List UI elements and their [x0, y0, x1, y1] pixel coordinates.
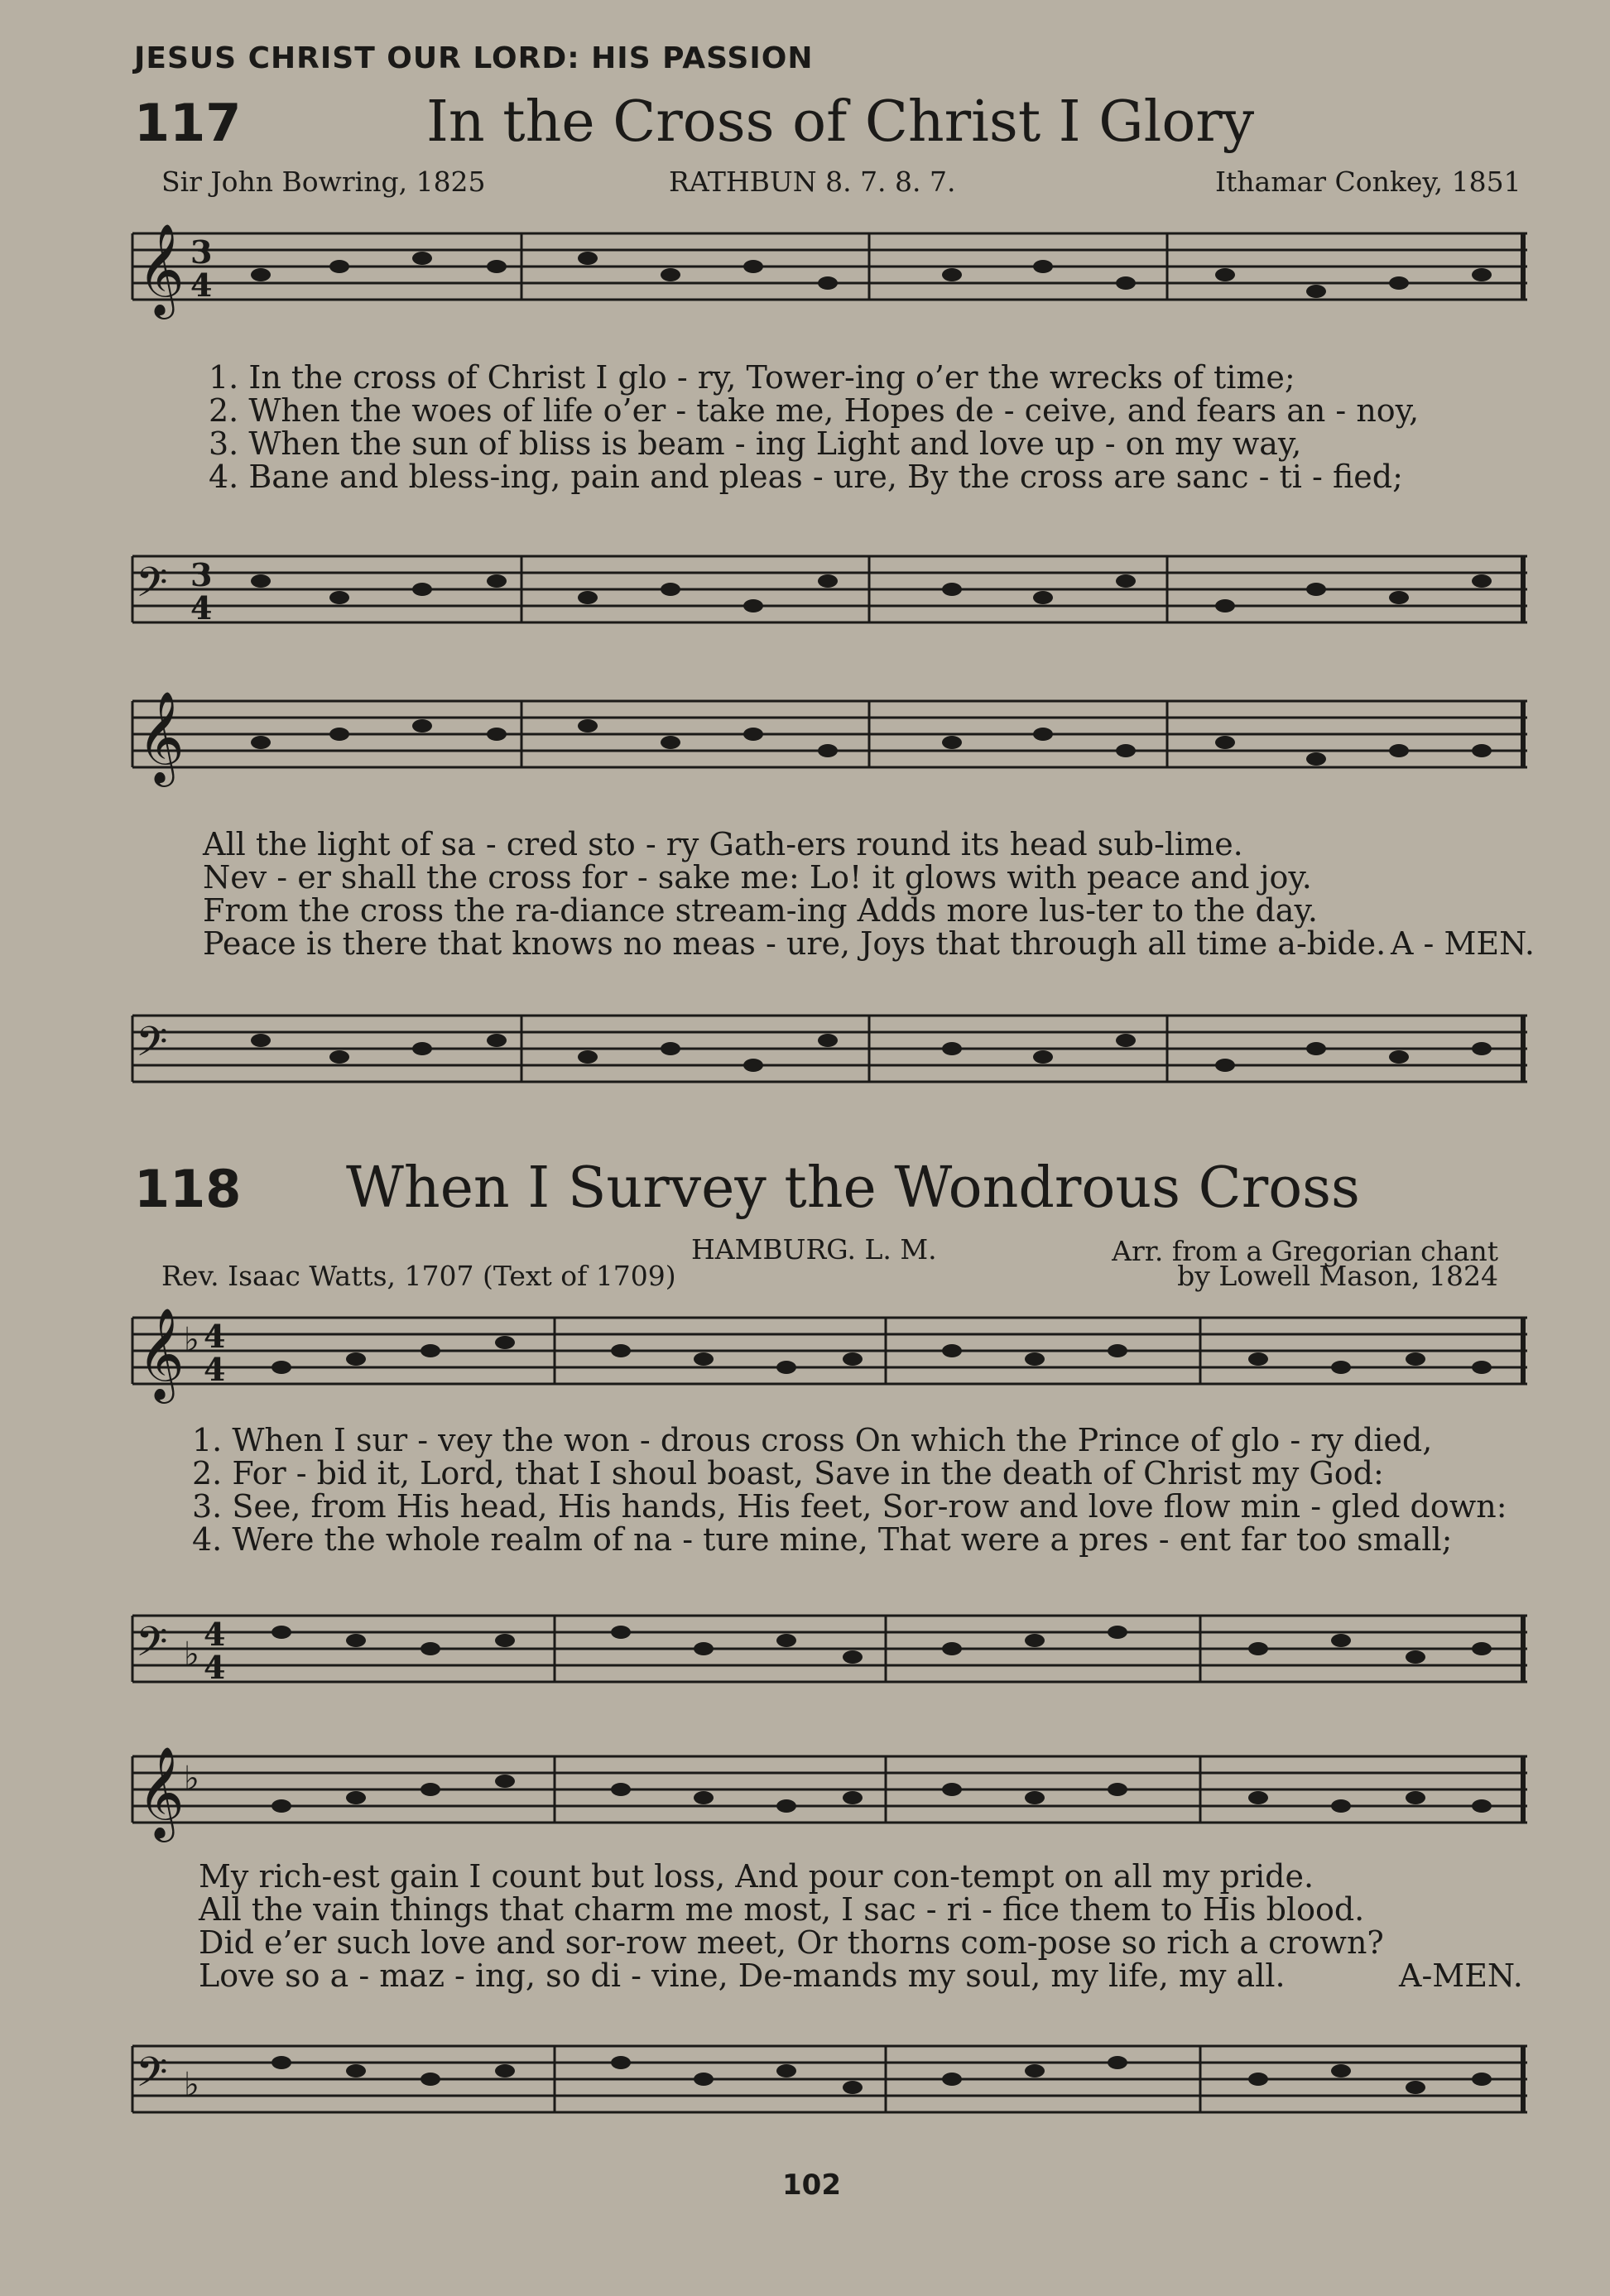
hymn-118-composer-line-1: Arr. from a Gregorian chant [1112, 1235, 1498, 1267]
verse-line: 4. Were the whole realm of na - ture mine, That were a pres - ent far too small; [192, 1521, 1453, 1558]
verse-line: All the vain things that charm me most, I sac - ri - fice them to His blood. [199, 1891, 1365, 1928]
hymn-number-118: 118 [134, 1159, 242, 1219]
verse-line: 2. When the woes of life o’er - take me, Hopes de - ceive, and fears an - noy, [209, 392, 1420, 429]
hymn-117-bass-staff-1 [124, 513, 1531, 646]
hymn-118-author: Rev. Isaac Watts, 1707 (Text of 1709) [161, 1260, 676, 1292]
svg-text:3: 3 [190, 233, 213, 271]
hymn-117-tune: RATHBUN 8. 7. 8. 7. [669, 166, 956, 198]
svg-text:4: 4 [204, 1616, 226, 1653]
svg-text:♭: ♭ [184, 2066, 199, 2104]
hymn-number-117: 117 [134, 93, 242, 153]
hymn-117-verses-part-1 [209, 361, 1419, 493]
svg-text:♭: ♭ [184, 1760, 199, 1798]
svg-text:4: 4 [190, 267, 213, 304]
hymn-117-amen: A - MEN. [1391, 925, 1535, 962]
svg-text:4: 4 [204, 1351, 226, 1388]
verse-line: All the light of sa - cred sto - ry Gath-ers round its head sub-lime. [203, 826, 1243, 862]
hymn-118-verses-part-1 [192, 1424, 1507, 1556]
svg-text:𝄢: 𝄢 [136, 2049, 168, 2106]
hymn-title-118: When I Survey the Wondrous Cross [346, 1155, 1360, 1221]
svg-text:𝄞: 𝄞 [137, 690, 185, 783]
hymn-118-amen: A-MEN. [1399, 1957, 1523, 1994]
hymn-117-verses-part-2 [203, 828, 1386, 960]
svg-text:𝄢: 𝄢 [136, 559, 168, 617]
svg-text:♭: ♭ [184, 1636, 199, 1674]
section-heading: JESUS CHRIST OUR LORD: HIS PASSION [134, 41, 814, 75]
svg-text:𝄞: 𝄞 [137, 1746, 185, 1838]
svg-text:𝄞: 𝄞 [137, 1308, 185, 1400]
hymn-117-bass-staff-2 [124, 973, 1531, 1105]
verse-line: Nev - er shall the cross for - sake me: Lo! it glows with peace and joy. [203, 859, 1312, 896]
svg-text:𝄞: 𝄞 [137, 223, 185, 315]
hymn-117-author: Sir John Bowring, 1825 [161, 166, 486, 198]
verse-line: 4. Bane and bless-ing, pain and pleas - ure, By the cross are sanc - ti - fied; [209, 459, 1403, 495]
svg-text:𝄢: 𝄢 [136, 1618, 168, 1676]
verse-line: 1. In the cross of Christ I glo - ry, Tower-ing o’er the wrecks of time; [209, 359, 1295, 396]
hymn-117-treble-staff-1 [124, 223, 1531, 356]
hymn-118-tune: HAMBURG. L. M. [691, 1233, 937, 1266]
verse-line: 2. For - bid it, Lord, that I shoul boast, Save in the death of Christ my God: [192, 1455, 1384, 1491]
svg-text:4: 4 [190, 589, 213, 627]
hymn-118-composer-line-2: by Lowell Mason, 1824 [1177, 1260, 1498, 1292]
hymn-118-verses-part-2 [199, 1860, 1384, 1992]
hymn-118-treble-staff-1 [124, 1308, 1531, 1440]
verse-line: Peace is there that knows no meas - ure, Joys that through all time a-bide. [203, 925, 1387, 962]
verse-line: From the cross the ra-diance stream-ing Adds more lus-ter to the day. [203, 892, 1318, 929]
verse-line: 3. See, from His head, His hands, His feet, Sor-row and love flow min - gled down: [192, 1488, 1507, 1525]
hymn-117-treble-staff-2 [124, 675, 1531, 807]
page-number: 102 [782, 2169, 841, 2202]
svg-text:𝄢: 𝄢 [136, 1018, 168, 1076]
verse-line: 1. When I sur - vey the won - drous cross On which the Prince of glo - ry died, [192, 1422, 1433, 1458]
verse-line: 3. When the sun of bliss is beam - ing Light and love up - on my way, [209, 425, 1302, 462]
svg-text:♭: ♭ [184, 1321, 199, 1359]
hymn-118-treble-staff-2 [124, 1730, 1531, 1862]
hymn-117-composer: Ithamar Conkey, 1851 [1215, 166, 1521, 198]
hymn-118-bass-staff-2 [124, 2003, 1531, 2135]
svg-text:3: 3 [190, 556, 213, 593]
svg-text:4: 4 [204, 1649, 226, 1686]
verse-line: Love so a - maz - ing, so di - vine, De-mands my soul, my life, my all. [199, 1957, 1286, 1994]
hymn-118-bass-staff-1 [124, 1573, 1531, 1705]
svg-text:4: 4 [204, 1318, 226, 1355]
verse-line: Did e’er such love and sor-row meet, Or thorns com-pose so rich a crown? [199, 1924, 1384, 1961]
verse-line: My rich-est gain I count but loss, And pour con-tempt on all my pride. [199, 1858, 1314, 1895]
hymn-title-117: In the Cross of Christ I Glory [426, 89, 1255, 155]
